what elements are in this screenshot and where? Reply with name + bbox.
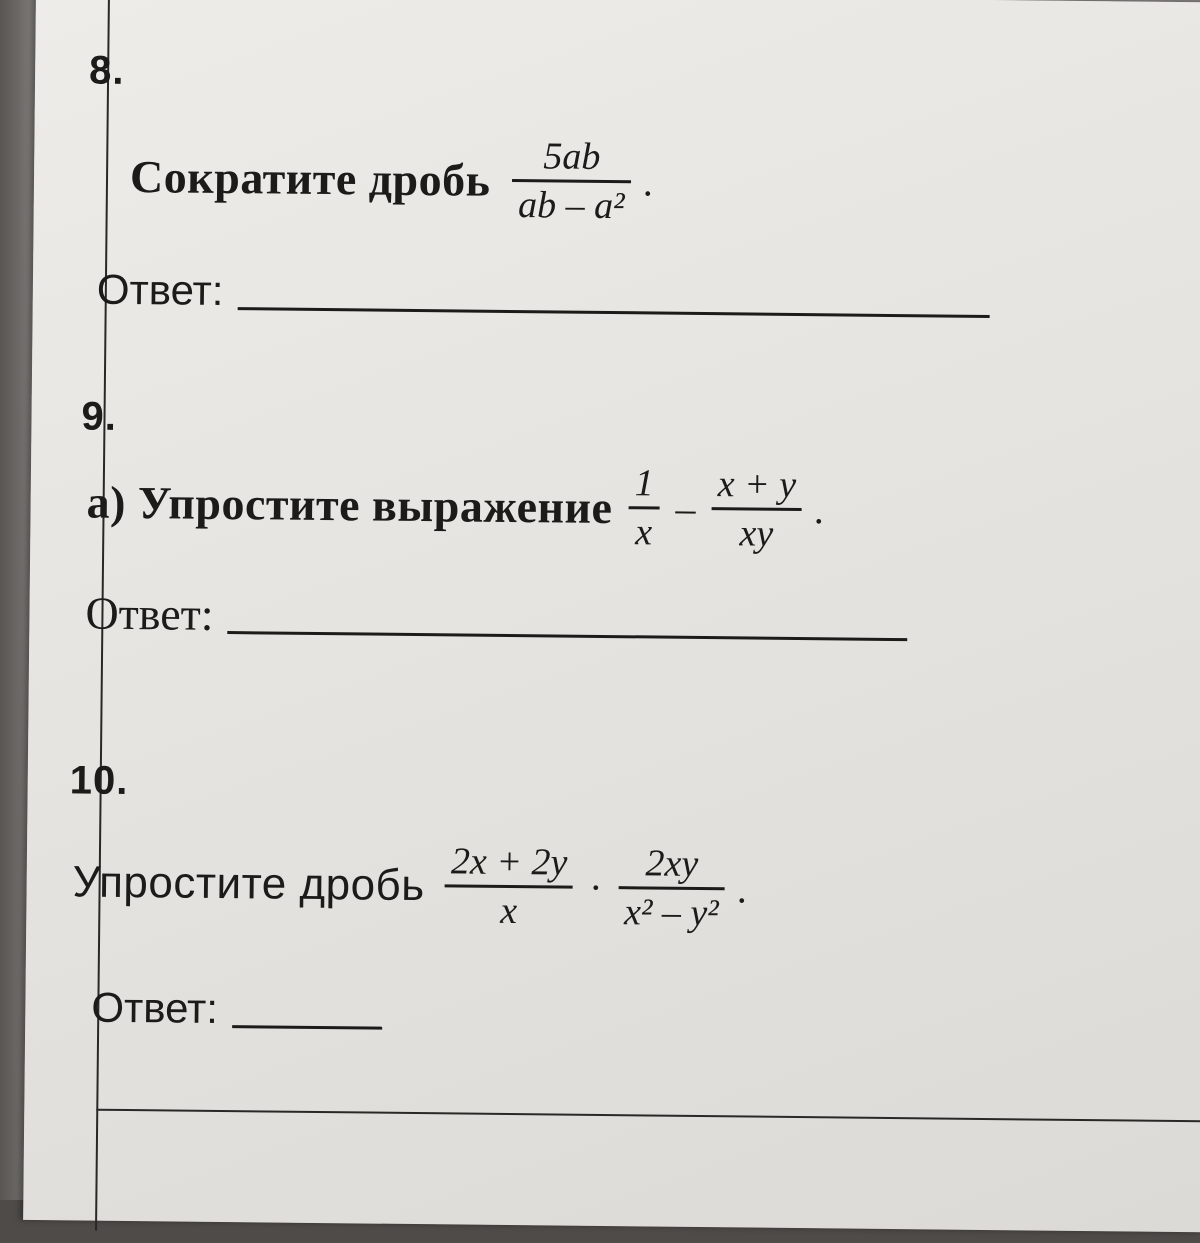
task-8-end-mark: . — [642, 159, 654, 205]
task-9-fraction-2-numerator: x + y — [717, 463, 797, 506]
task-9-fraction-2 — [711, 463, 802, 555]
task-9-answer-field[interactable] — [227, 631, 907, 641]
task-10-prompt: Упростите дробь — [72, 856, 425, 910]
task-10-answer-field[interactable] — [232, 1025, 382, 1030]
task-8-fraction — [512, 135, 631, 227]
task-10-fraction-2-numerator: 2xy — [645, 842, 699, 885]
task-9-fraction-1 — [628, 462, 660, 553]
task-10-statement — [72, 836, 747, 934]
task-8-prompt: Сократите дробь — [129, 150, 491, 206]
task-10-operator: · — [588, 864, 603, 910]
task-9-prompt: а) Упростите выражение — [86, 476, 613, 534]
task-8-denominator: ab – a² — [517, 184, 625, 228]
task-9-fraction-1-numerator: 1 — [634, 462, 654, 505]
task-8-numerator: 5ab — [543, 135, 601, 178]
task-9-statement — [86, 457, 824, 556]
task-9-operator: – — [675, 485, 696, 531]
task-10-fraction-2-denominator: x² – y² — [623, 891, 719, 935]
task-9-end-mark: . — [813, 487, 825, 533]
task-10-fraction-1 — [444, 840, 573, 932]
task-9-fraction-1-denominator: x — [635, 511, 653, 554]
task-8-answer — [97, 267, 990, 322]
task-8-statement — [130, 131, 654, 227]
task-10-number: 10. — [69, 758, 129, 804]
task-8-answer-field[interactable] — [237, 307, 989, 318]
task-10-answer-label: Ответ: — [91, 983, 219, 1032]
task-10-end-mark: . — [736, 866, 748, 912]
fraction-bar — [445, 884, 573, 888]
task-9-number: 9. — [81, 394, 118, 439]
task-10-fraction-1-denominator: x — [499, 889, 518, 933]
task-10-fraction-2 — [618, 842, 725, 934]
fraction-bar — [628, 506, 659, 509]
task-8-answer-label: Ответ: — [96, 265, 224, 314]
task-10-answer — [91, 985, 382, 1034]
task-9-answer-label: Ответ: — [85, 587, 214, 640]
worksheet-content — [23, 0, 1200, 1232]
fraction-bar — [711, 507, 801, 511]
fraction-bar — [512, 179, 630, 183]
worksheet-page — [23, 0, 1200, 1232]
task-9-fraction-2-denominator: xy — [739, 512, 774, 555]
task-10-fraction-1-numerator: 2x + 2y — [450, 840, 568, 884]
task-9-answer — [85, 587, 908, 646]
fraction-bar — [618, 886, 725, 890]
task-8-number: 8. — [88, 48, 125, 93]
